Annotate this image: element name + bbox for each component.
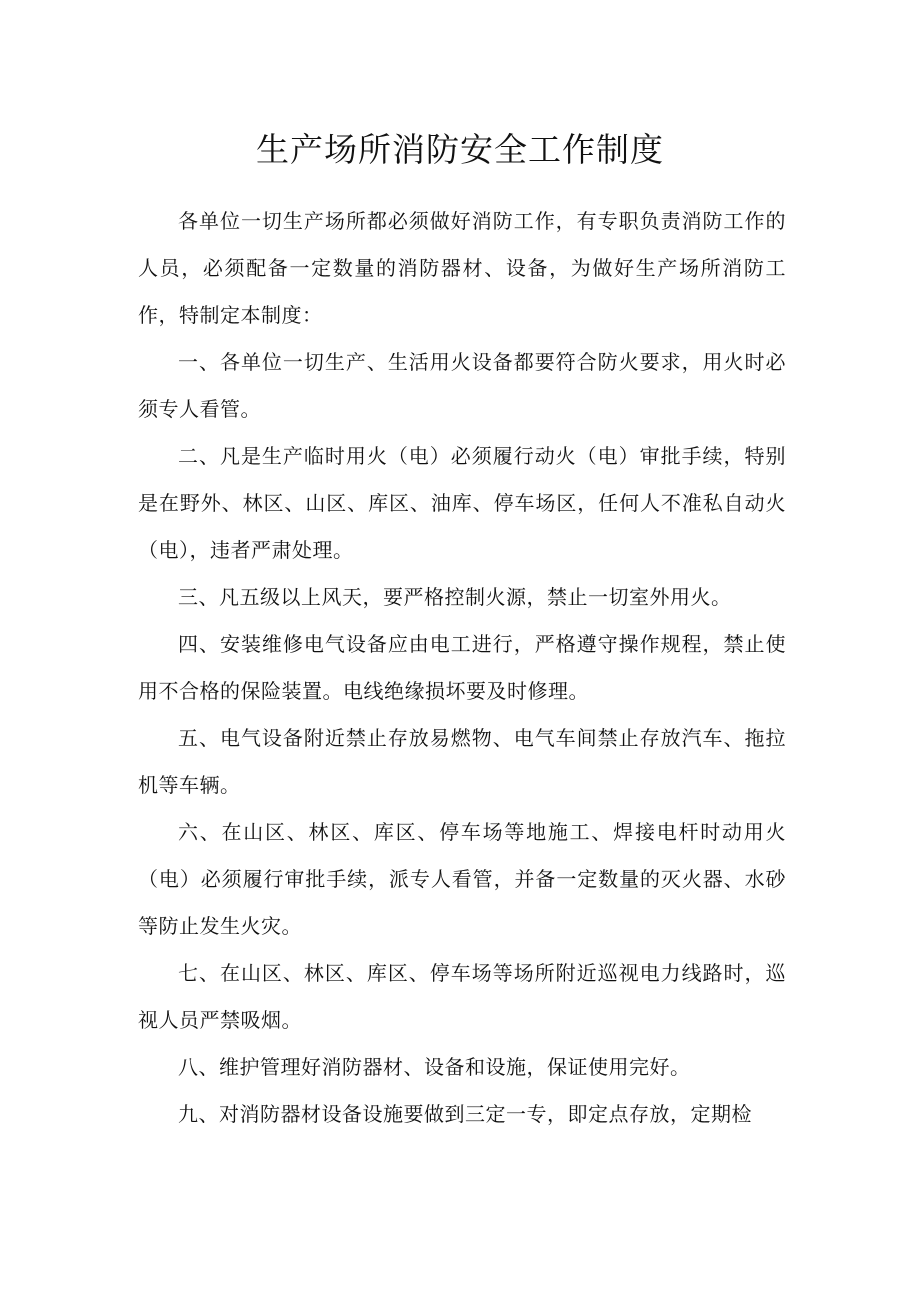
rule-paragraph-9: 九、对消防器材设备设施要做到三定一专，即定点存放，定期检	[178, 1102, 752, 1126]
rule-paragraph-8: 八、维护管理好消防器材、设备和设施，保证使用完好。	[178, 1055, 691, 1079]
document-body	[138, 198, 786, 1138]
rule-paragraph-6: 六、在山区、林区、库区、停车场等地施工、焊接电杆时动用火（电）必须履行审批手续，派专人看管，并备一定数量的灭火器、水砂等防止发生火灾。	[138, 820, 786, 938]
intro-paragraph: 各单位一切生产场所都必须做好消防工作，有专职负责消防工作的人员，必须配备一定数量的消防器材、设备，为做好生产场所消防工作，特制定本制度：	[138, 209, 786, 327]
rule-paragraph-1: 一、各单位一切生产、生活用火设备都要符合防火要求，用火时必须专人看管。	[138, 350, 786, 421]
document-title: 生产场所消防安全工作制度	[256, 130, 664, 169]
rule-paragraph-4: 四、安装维修电气设备应由电工进行，严格遵守操作规程，禁止使用不合格的保险装置。电线绝缘损坏要及时修理。	[138, 632, 786, 703]
rule-paragraph-7: 七、在山区、林区、库区、停车场等场所附近巡视电力线路时，巡视人员严禁吸烟。	[138, 961, 786, 1032]
rule-paragraph-3: 三、凡五级以上风天，要严格控制火源，禁止一切室外用火。	[178, 585, 732, 609]
rule-paragraph-5: 五、电气设备附近禁止存放易燃物、电气车间禁止存放汽车、拖拉机等车辆。	[138, 726, 786, 797]
rule-paragraph-2: 二、凡是生产临时用火（电）必须履行动火（电）审批手续，特别是在野外、林区、山区、库区、油库、停车场区，任何人不准私自动火（电），违者严肃处理。	[138, 444, 786, 562]
